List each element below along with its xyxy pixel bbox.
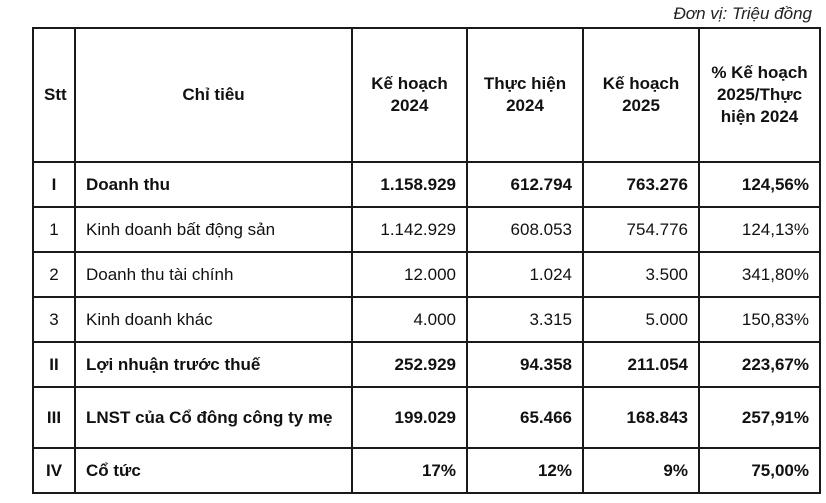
header-plan-2025: Kế hoạch 2025 bbox=[583, 28, 699, 162]
header-plan-2024: Kế hoạch 2024 bbox=[352, 28, 467, 162]
table-row bbox=[33, 342, 820, 387]
row-plan-2025: 9% bbox=[583, 448, 699, 493]
row-plan-2025: 754.776 bbox=[583, 207, 699, 252]
unit-note: Đơn vị: Triệu đồng bbox=[673, 4, 812, 23]
row-indicator: Doanh thu bbox=[75, 162, 352, 207]
table-row bbox=[33, 448, 820, 493]
row-indicator: Cổ tức bbox=[75, 448, 352, 493]
row-actual-2024: 612.794 bbox=[467, 162, 583, 207]
row-plan-2024: 17% bbox=[352, 448, 467, 493]
row-plan-2025: 5.000 bbox=[583, 297, 699, 342]
row-pct: 341,80% bbox=[699, 252, 820, 297]
row-plan-2024: 4.000 bbox=[352, 297, 467, 342]
row-indicator: Doanh thu tài chính bbox=[75, 252, 352, 297]
row-actual-2024: 3.315 bbox=[467, 297, 583, 342]
row-plan-2024: 252.929 bbox=[352, 342, 467, 387]
table-header-row bbox=[33, 28, 820, 162]
row-actual-2024: 1.024 bbox=[467, 252, 583, 297]
row-plan-2025: 763.276 bbox=[583, 162, 699, 207]
table-row bbox=[33, 387, 820, 448]
header-stt: Stt bbox=[33, 28, 75, 162]
row-stt: 1 bbox=[33, 207, 75, 252]
row-indicator: Kinh doanh khác bbox=[75, 297, 352, 342]
row-stt: III bbox=[33, 387, 75, 448]
row-plan-2024: 1.158.929 bbox=[352, 162, 467, 207]
row-stt: 2 bbox=[33, 252, 75, 297]
table-row bbox=[33, 297, 820, 342]
row-plan-2024: 12.000 bbox=[352, 252, 467, 297]
row-pct: 124,56% bbox=[699, 162, 820, 207]
row-pct: 223,67% bbox=[699, 342, 820, 387]
row-actual-2024: 94.358 bbox=[467, 342, 583, 387]
table-row bbox=[33, 252, 820, 297]
table-row bbox=[33, 207, 820, 252]
row-pct: 75,00% bbox=[699, 448, 820, 493]
row-stt: IV bbox=[33, 448, 75, 493]
row-pct: 124,13% bbox=[699, 207, 820, 252]
business-plan-table bbox=[32, 27, 821, 494]
row-pct: 150,83% bbox=[699, 297, 820, 342]
row-plan-2025: 211.054 bbox=[583, 342, 699, 387]
row-stt: 3 bbox=[33, 297, 75, 342]
row-actual-2024: 12% bbox=[467, 448, 583, 493]
header-actual-2024: Thực hiện 2024 bbox=[467, 28, 583, 162]
row-pct: 257,91% bbox=[699, 387, 820, 448]
table-row bbox=[33, 162, 820, 207]
row-actual-2024: 65.466 bbox=[467, 387, 583, 448]
header-pct: % Kế hoạch 2025/Thực hiện 2024 bbox=[699, 28, 820, 162]
row-actual-2024: 608.053 bbox=[467, 207, 583, 252]
row-stt: II bbox=[33, 342, 75, 387]
row-stt: I bbox=[33, 162, 75, 207]
row-indicator: LNST của Cổ đông công ty mẹ bbox=[75, 387, 352, 448]
header-indicator: Chỉ tiêu bbox=[75, 28, 352, 162]
row-indicator: Kinh doanh bất động sản bbox=[75, 207, 352, 252]
row-plan-2025: 168.843 bbox=[583, 387, 699, 448]
row-plan-2024: 1.142.929 bbox=[352, 207, 467, 252]
row-plan-2024: 199.029 bbox=[352, 387, 467, 448]
row-indicator: Lợi nhuận trước thuế bbox=[75, 342, 352, 387]
row-plan-2025: 3.500 bbox=[583, 252, 699, 297]
